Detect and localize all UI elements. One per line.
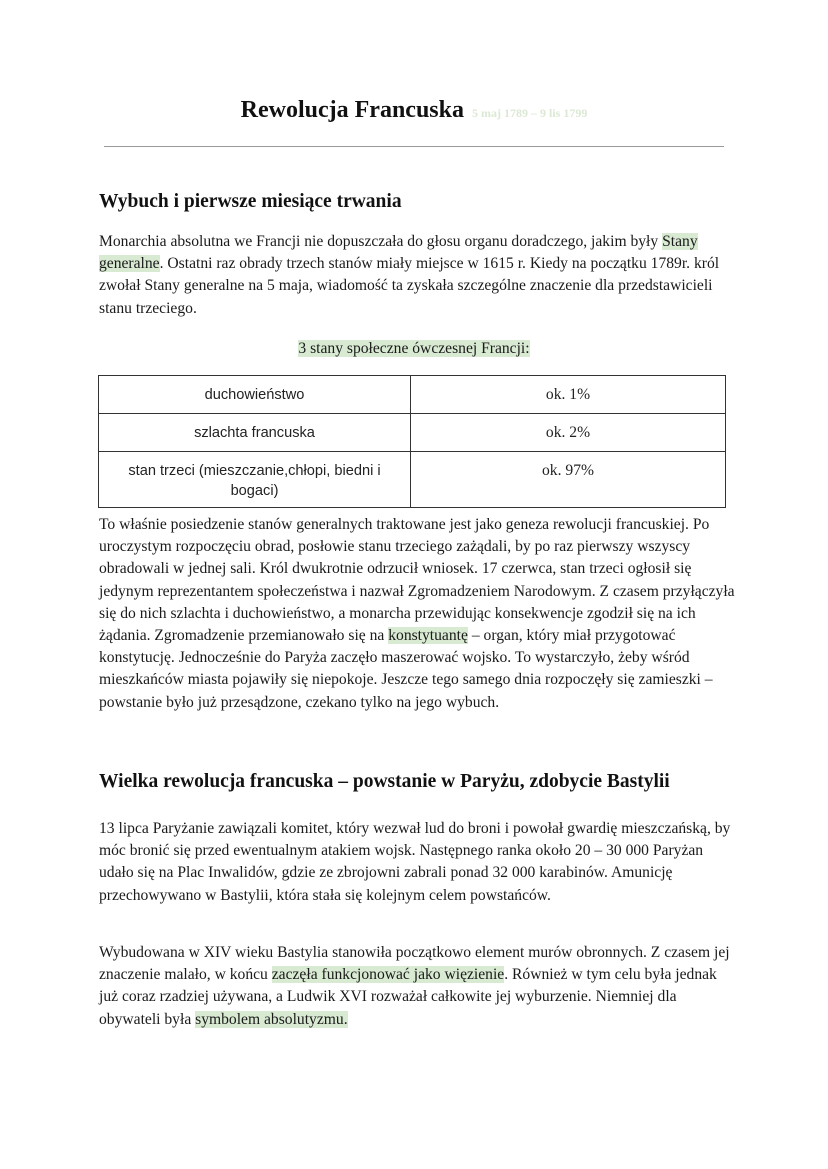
paragraph-intro: [99, 231, 739, 320]
table-cell-estate: [99, 376, 411, 414]
document-title: Rewolucja Francuska: [240, 97, 464, 123]
text-run: Wybudowana w XIV wieku Bastylia stanowiła początkowo element murów obronnych. Z czasem jej znaczenie malało, w końcu: [99, 944, 730, 984]
highlight-stany-generalne: Stany generalne: [99, 233, 698, 273]
text-run: Monarchia absolutna we Francji nie dopuszczała do głosu organu doradczego, jakim były: [99, 233, 663, 250]
highlight-konstytuanta: konstytuantę: [388, 627, 468, 645]
cell-text: ok. 97%: [542, 462, 594, 479]
paragraph-genesis: [99, 514, 739, 714]
cell-text: szlachta francuska: [194, 425, 315, 441]
section-heading-outbreak: Wybuch i pierwsze miesiące trwania: [99, 191, 402, 212]
table-cell-share: [411, 452, 726, 508]
paragraph-bastille: [99, 942, 739, 1031]
section-heading-bastille: Wielka rewolucja francuska – powstanie w Paryżu, zdobycie Bastylii: [99, 771, 670, 792]
cell-text: stan trzeci (mieszczanie,chłopi, biedni i bogaci): [128, 463, 381, 499]
highlight-absolutism-symbol: symbolem absolutyzmu.: [195, 1010, 348, 1028]
text-run: . Również w tym celu była jednak już coraz rzadziej używana, a Ludwik XVI rozważał całkowite jej wyburzenie. Niemniej dla obywateli była: [99, 966, 717, 1028]
document-dates: 5 maj 1789 – 9 lis 1799: [471, 106, 588, 120]
table-cell-estate: [99, 452, 411, 508]
table-row: [99, 376, 726, 414]
title-divider: [104, 146, 724, 147]
text-run: . Ostatni raz obrady trzech stanów miały miejsce w 1615 r. Kiedy na początku 1789r. król zwołał Stany generalne na 5 maja, wiadomość ta zyskała szczególne znaczenie dla przedstawicieli stanu trzeciego.: [99, 255, 720, 317]
table-caption: [0, 338, 828, 360]
table-caption-text: 3 stany społeczne ówczesnej Francji:: [298, 340, 530, 357]
text-run: To właśnie posiedzenie stanów generalnych traktowane jest jako geneza rewolucji francuskiej. Po uroczystym rozpoczęciu obrad, posłowie stanu trzeciego zażądali, by po raz pierwszy wszyscy obradowali w jednej sali. Król dwukrotnie odrzucił wniosek. 17 czerwca, stan trzeci ogłosił się jedynym reprezentantem społeczeństwa i nazwał Zgromadzeniem Narodowym. Z czasem przyłączyła się do nich szlachta i duchowieństwo, a monarcha przewidując konsekwencje zgodził się na ich żądania. Zgromadzenie przemianowało się na: [99, 516, 735, 645]
title-row: [0, 97, 828, 124]
table-row: [99, 452, 726, 508]
cell-text: duchowieństwo: [204, 387, 305, 403]
cell-text: ok. 2%: [545, 424, 591, 441]
estates-table: [98, 375, 726, 508]
cell-text: ok. 1%: [545, 386, 591, 403]
text-run: – organ, który miał przygotować konstytucję. Jednocześnie do Paryża zaczęło maszerować wojsko. To wystarczyło, żeby wśród mieszkańców miasta pojawiły się niepokoje. Jeszcze tego samego dnia rozpoczęły się zamieszki –powstanie było już przesądzone, czekano tylko na jego wybuch.: [99, 627, 713, 711]
table-cell-share: [411, 376, 726, 414]
table-cell-estate: [99, 414, 411, 452]
paragraph-committee: 13 lipca Paryżanie zawiązali komitet, który wezwał lud do broni i powołał gwardię mieszczańską, by móc bronić się przed ewentualnym atakiem wojsk. Następnego ranka około 20 – 30 000 Paryżan udało się na Plac Inwalidów, gdzie ze zbrojowni zabrali ponad 32 000 karabinów. Amunicję przechowywano w Bastylii, która stała się kolejnym celem powstańców.: [99, 820, 731, 904]
highlight-prison: zaczęła funkcjonować jako więzienie: [271, 966, 505, 984]
table-cell-share: [411, 414, 726, 452]
table-row: [99, 414, 726, 452]
